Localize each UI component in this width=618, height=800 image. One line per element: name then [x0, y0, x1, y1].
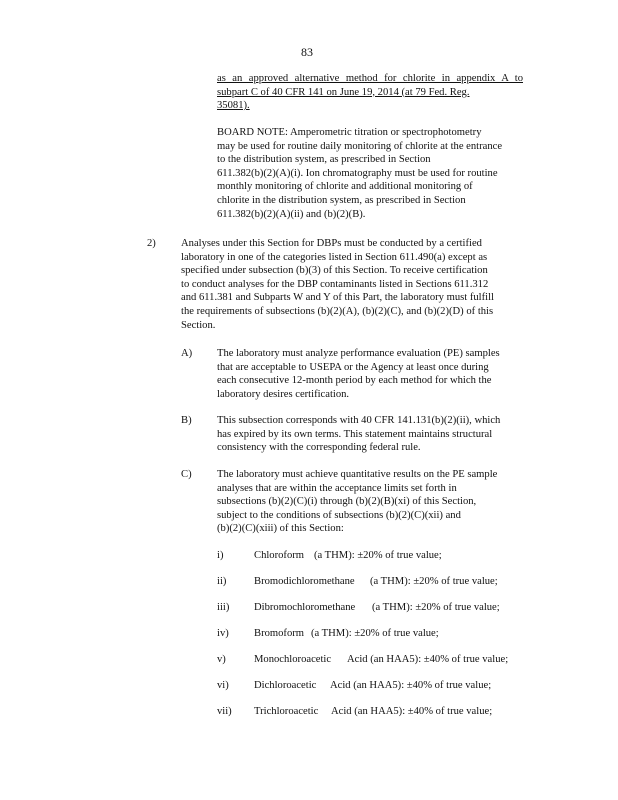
- text-line: The laboratory must achieve quantitative results on the PE sample: [217, 469, 498, 480]
- text-line: chlorite in the distribution system, as prescribed in Section: [217, 194, 466, 206]
- text-line: may be used for routine daily monitoring of chlorite at the entrance: [217, 140, 503, 152]
- list-item-limit: (a THM): ±20% of true value;: [372, 602, 500, 613]
- text-line: monthly monitoring of chlorite and additional monitoring of: [217, 181, 473, 193]
- subsection-c-paragraph: [217, 468, 535, 536]
- list-item-name: Monochloroacetic: [254, 654, 332, 665]
- list-item-num: i): [217, 550, 224, 561]
- list-item-name: Bromodichloromethane: [254, 576, 355, 587]
- text-line: Analyses under this Section for DBPs must be conducted by a certified: [181, 238, 482, 249]
- board-note: [217, 126, 535, 221]
- text-line: laboratory desires certification.: [217, 388, 350, 400]
- text-line: 611.382(b)(2)(A)(i). Ion chromatography must be used for routine: [217, 167, 498, 179]
- list-item-limit: Acid (an HAA5): ±40% of true value;: [347, 654, 509, 665]
- subsection-a-paragraph: [217, 347, 529, 401]
- list-item-name: Dichloroacetic: [254, 680, 317, 691]
- text-line: has expired by its own terms. This statement maintains structural: [217, 428, 493, 440]
- list-item-limit: Acid (an HAA5): ±40% of true value;: [330, 680, 492, 691]
- list-item-name: Chloroform: [254, 550, 305, 561]
- text-line: laboratory in one of the categories listed in Section 611.490(a) except as: [181, 251, 488, 263]
- list-item-limit: Acid (an HAA5): ±40% of true value;: [331, 706, 493, 717]
- list-item-limit: (a THM): ±20% of true value;: [314, 550, 442, 561]
- text-line: subject to the conditions of subsections (b)(2)(C)(xii) and: [217, 509, 461, 521]
- text-line: and 611.381 and Subparts W and Y of this Part, the laboratory must fulfill: [181, 292, 494, 304]
- list-item-name: Trichloroacetic: [254, 706, 319, 717]
- text-line: subsections (b)(2)(C)(i) through (b)(2)(B)(xi) of this Section,: [217, 496, 477, 508]
- list-item-num: iii): [217, 602, 230, 613]
- text-line: to the distribution system, as prescribed in Section: [217, 154, 431, 166]
- text-line: the requirements of subsections (b)(2)(A), (b)(2)(C), and (b)(2)(D) of this: [181, 305, 494, 317]
- text-line: The laboratory must analyze performance evaluation (PE) samples: [217, 348, 500, 359]
- text-line: each consecutive 12-month period by each method for which the: [217, 375, 492, 387]
- list-item-num: v): [217, 654, 226, 665]
- subsection-b-paragraph: [217, 414, 535, 455]
- text-line: Section.: [181, 319, 216, 331]
- text-line: This subsection corresponds with 40 CFR 141.131(b)(2)(ii), which: [217, 415, 501, 426]
- text-line: as an approved alternative method for chlorite in appendix A to: [217, 73, 523, 84]
- list-item-num: vii): [217, 706, 232, 717]
- list-item-num: ii): [217, 576, 227, 587]
- page-number: 83: [301, 45, 313, 59]
- text-line: (b)(2)(C)(xiii) of this Section:: [217, 523, 344, 535]
- subsection-c-label: C): [181, 469, 192, 480]
- list-item-limit: (a THM): ±20% of true value;: [370, 576, 498, 587]
- subsection-a-label: A): [181, 348, 193, 359]
- section-2-paragraph: [181, 237, 535, 332]
- text-line: BOARD NOTE: Amperometric titration or spectrophotometry: [217, 127, 482, 138]
- section-2-label: 2): [147, 238, 156, 249]
- list-item-name: Dibromochloromethane: [254, 602, 356, 613]
- list-item-name: Bromoform: [254, 628, 305, 639]
- list-item-limit: (a THM): ±20% of true value;: [311, 628, 439, 639]
- subsection-b-label: B): [181, 415, 192, 426]
- text-line: specified under subsection (b)(3) of this Section. To receive certification: [181, 265, 488, 277]
- text-line: subpart C of 40 CFR 141 on June 19, 2014 (at 79 Fed. Reg.: [217, 86, 470, 98]
- list-item-num: vi): [217, 680, 229, 691]
- text-line: analyses that are within the acceptance limits set forth in: [217, 482, 457, 494]
- list-item-num: iv): [217, 628, 229, 639]
- text-line: consistency with the corresponding federal rule.: [217, 442, 421, 454]
- text-line: that are acceptable to USEPA or the Agency at least once during: [217, 361, 489, 373]
- continuation-paragraph: [217, 72, 523, 113]
- text-line: 35081).: [217, 100, 250, 112]
- text-line: 611.382(b)(2)(A)(ii) and (b)(2)(B).: [217, 208, 366, 220]
- text-line: to conduct analyses for the DBP contaminants listed in Sections 611.312: [181, 278, 489, 290]
